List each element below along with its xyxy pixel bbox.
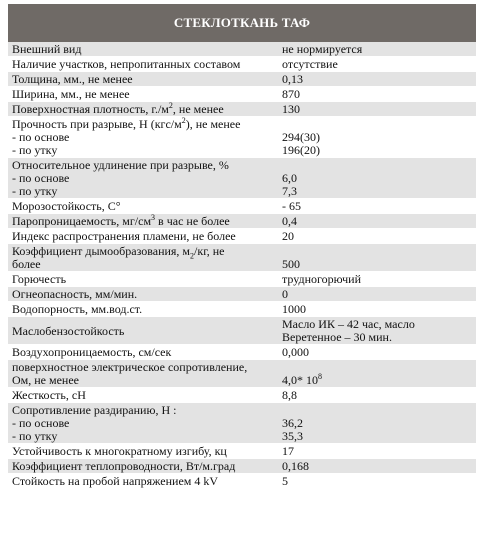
value-cell <box>278 244 476 272</box>
param-label-line: - по утку <box>12 429 58 443</box>
param-value: 17 <box>282 444 294 458</box>
param-value: 20 <box>282 229 294 243</box>
value-cell <box>278 102 476 117</box>
table-row <box>8 87 476 102</box>
param-value: Масло ИК – 42 час, масло <box>282 317 415 331</box>
param-label: ), не менее <box>185 117 241 131</box>
table-row <box>8 199 476 214</box>
param-value: 870 <box>282 87 300 101</box>
param-label: Наличие участков, непропитанных составом <box>12 57 241 71</box>
param-label-line: Ом, не менее <box>12 373 80 387</box>
param-label: , не менее <box>172 102 224 116</box>
param-label-line: - по основе <box>12 130 70 144</box>
param-label: Толщина, мм., не менее <box>12 72 133 86</box>
param-value: 4,0* 10 <box>282 373 318 387</box>
param-value: 36,2 <box>282 416 303 430</box>
param-cell <box>8 102 278 117</box>
value-cell <box>278 287 476 302</box>
param-label: Воздухопроницаемость, см/сек <box>12 345 172 359</box>
param-cell <box>8 244 278 272</box>
param-label: Внешний вид <box>12 42 82 56</box>
param-value: не нормируется <box>282 42 363 56</box>
param-label: в час не более <box>155 214 230 228</box>
param-cell <box>8 287 278 302</box>
superscript: 2 <box>168 101 173 110</box>
param-cell <box>8 459 278 474</box>
param-value: 8,8 <box>282 388 297 402</box>
param-cell <box>8 444 278 459</box>
value-cell <box>278 317 476 345</box>
param-value: отсутствие <box>282 57 338 71</box>
param-label-line: - по утку <box>12 184 58 198</box>
param-label: Прочность при разрыве, Н (кгс/м <box>12 117 182 131</box>
param-value: 0 <box>282 287 288 301</box>
table-row <box>8 272 476 287</box>
table-row <box>8 229 476 244</box>
param-label-line: Сопротивление раздиранию, Н : <box>12 403 177 417</box>
table-row <box>8 317 476 345</box>
table-row <box>8 244 476 272</box>
param-cell <box>8 360 278 388</box>
param-cell <box>8 229 278 244</box>
param-cell <box>8 42 278 57</box>
value-cell <box>278 117 476 158</box>
param-cell <box>8 388 278 403</box>
table-row <box>8 444 476 459</box>
param-label-line: поверхностное электрическое сопротивление, <box>12 360 248 374</box>
value-cell <box>278 474 476 489</box>
param-label: Паропроницаемость, мг/см <box>12 214 152 228</box>
param-cell <box>8 87 278 102</box>
param-label: Ширина, мм., не менее <box>12 87 130 101</box>
param-value: 0,4 <box>282 214 297 228</box>
value-cell <box>278 272 476 287</box>
param-value: 294(30) <box>282 130 320 144</box>
table-row <box>8 214 476 229</box>
param-cell <box>8 345 278 360</box>
param-label: Коэффициент дымообразования, м <box>12 244 191 258</box>
table-row <box>8 42 476 57</box>
param-label: Водопорность, мм.вод.ст. <box>12 302 143 316</box>
param-label: Устойчивость к многократному изгибу, кц <box>12 444 227 458</box>
table-row <box>8 474 476 489</box>
table-row <box>8 388 476 403</box>
value-cell <box>278 72 476 87</box>
param-cell <box>8 72 278 87</box>
param-label-line: - по утку <box>12 143 58 157</box>
param-label: Индекс распространения пламени, не более <box>12 229 236 243</box>
param-label-line: Относительное удлинение при разрыве, % <box>12 158 229 172</box>
value-cell <box>278 302 476 317</box>
param-cell <box>8 214 278 229</box>
table-row <box>8 117 476 158</box>
param-cell <box>8 272 278 287</box>
value-cell <box>278 403 476 444</box>
value-cell <box>278 229 476 244</box>
param-cell <box>8 57 278 72</box>
param-label: /кг, не <box>194 244 225 258</box>
param-cell <box>8 117 278 158</box>
table-row <box>8 102 476 117</box>
param-label-line: - по основе <box>12 416 70 430</box>
table-row <box>8 302 476 317</box>
param-value: Веретенное – 30 мин. <box>282 330 392 344</box>
value-cell <box>278 87 476 102</box>
superscript: 2 <box>181 116 186 125</box>
param-value: 7,3 <box>282 184 297 198</box>
param-value: - 65 <box>282 199 301 213</box>
value-cell <box>278 345 476 360</box>
value-cell <box>278 360 476 388</box>
param-label: Коэффициент теплопроводности, Вт/м.град <box>12 459 236 473</box>
superscript: 3 <box>151 213 156 222</box>
param-label: Жесткость, сН <box>12 388 86 402</box>
value-cell <box>278 459 476 474</box>
value-cell <box>278 42 476 57</box>
param-value: 0,168 <box>282 459 309 473</box>
param-value: 6,0 <box>282 171 297 185</box>
param-value: 196(20) <box>282 143 320 157</box>
table-row <box>8 459 476 474</box>
param-cell <box>8 474 278 489</box>
table-row <box>8 345 476 360</box>
param-label-line <box>12 244 274 261</box>
param-value: 1000 <box>282 302 306 316</box>
param-label: Маслобензостойкость <box>12 323 125 338</box>
table-title: СТЕКЛОТКАНЬ ТАФ <box>8 4 476 42</box>
param-label-line: более <box>12 257 41 271</box>
param-label-line: - по основе <box>12 171 70 185</box>
superscript: 8 <box>318 372 322 381</box>
table-row <box>8 287 476 302</box>
table-row <box>8 360 476 388</box>
subscript: 2 <box>190 251 195 261</box>
table-row <box>8 57 476 72</box>
param-cell <box>8 317 278 345</box>
param-value: 500 <box>282 257 300 271</box>
param-value: 35,3 <box>282 429 303 443</box>
param-label: Горючесть <box>12 272 67 286</box>
value-cell <box>278 57 476 72</box>
value-cell <box>278 199 476 214</box>
value-cell <box>278 158 476 199</box>
spec-sheet <box>8 0 476 489</box>
param-value: 0,000 <box>282 345 309 359</box>
param-label: Поверхностная плотность, г./м <box>12 102 169 116</box>
param-cell <box>8 158 278 199</box>
param-value: 0,13 <box>282 72 303 86</box>
table-row <box>8 158 476 199</box>
param-value: трудногорючий <box>282 272 362 286</box>
param-label: Морозостойкость, С° <box>12 199 121 213</box>
param-cell <box>8 403 278 444</box>
value-cell <box>278 214 476 229</box>
param-value: 5 <box>282 474 288 488</box>
table-row <box>8 72 476 87</box>
table-row <box>8 403 476 444</box>
param-label: Огнеопасность, мм/мин. <box>12 287 138 301</box>
value-cell <box>278 444 476 459</box>
param-label: Стойкость на пробой напряжением 4 kV <box>12 474 219 488</box>
param-cell <box>8 302 278 317</box>
param-cell <box>8 199 278 214</box>
spec-table <box>8 42 476 489</box>
value-cell <box>278 388 476 403</box>
param-value: 130 <box>282 102 300 116</box>
